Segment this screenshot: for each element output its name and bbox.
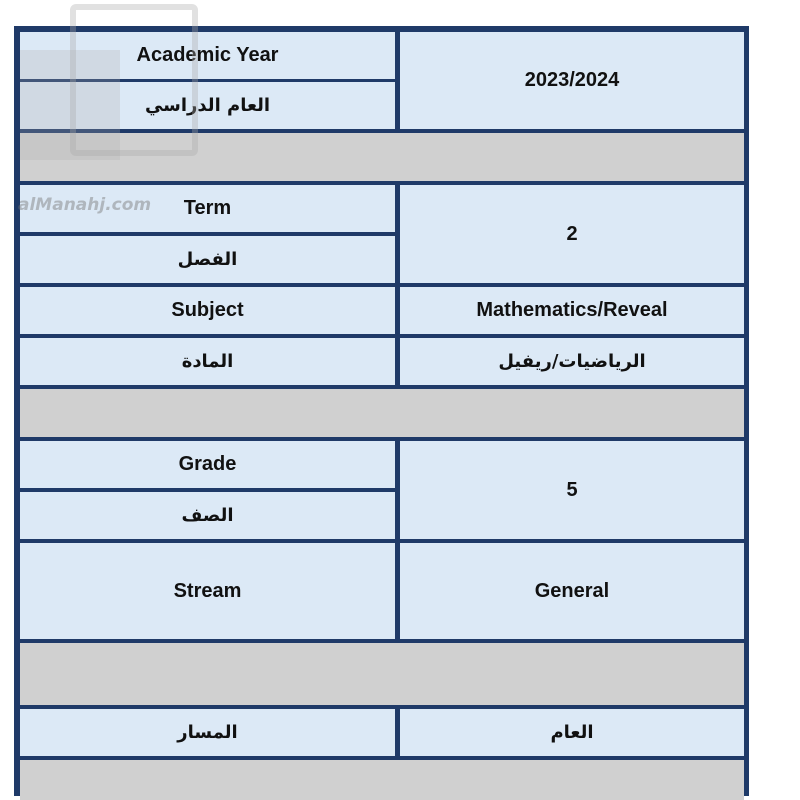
- stream-value-ar: العام: [400, 709, 744, 756]
- academic-year-label-ar: العام الدراسي: [20, 82, 395, 129]
- separator-row: [20, 760, 744, 800]
- separator-row: [20, 643, 744, 705]
- grade-label-ar: الصف: [20, 492, 395, 539]
- term-value: 2: [400, 185, 744, 283]
- grade-value: 5: [400, 441, 744, 539]
- separator-row: [20, 389, 744, 437]
- stream-label-ar: المسار: [20, 709, 395, 756]
- term-label-ar: الفصل: [20, 236, 395, 283]
- academic-year-value: 2023/2024: [400, 32, 744, 129]
- grade-label-en: Grade: [20, 441, 395, 488]
- stream-label-en: Stream: [20, 543, 395, 639]
- subject-value-en: Mathematics/Reveal: [400, 287, 744, 334]
- subject-label-en: Subject: [20, 287, 395, 334]
- watermark-text: alManahj.com: [18, 195, 152, 215]
- term-label-en: Term: [20, 185, 395, 232]
- info-table: [14, 26, 749, 796]
- stream-value-en: General: [400, 543, 744, 639]
- academic-year-label-en: Academic Year: [20, 32, 395, 79]
- separator-row: [20, 133, 744, 181]
- subject-label-ar: المادة: [20, 338, 395, 385]
- subject-value-ar: الرياضيات/ريفيل: [400, 338, 744, 385]
